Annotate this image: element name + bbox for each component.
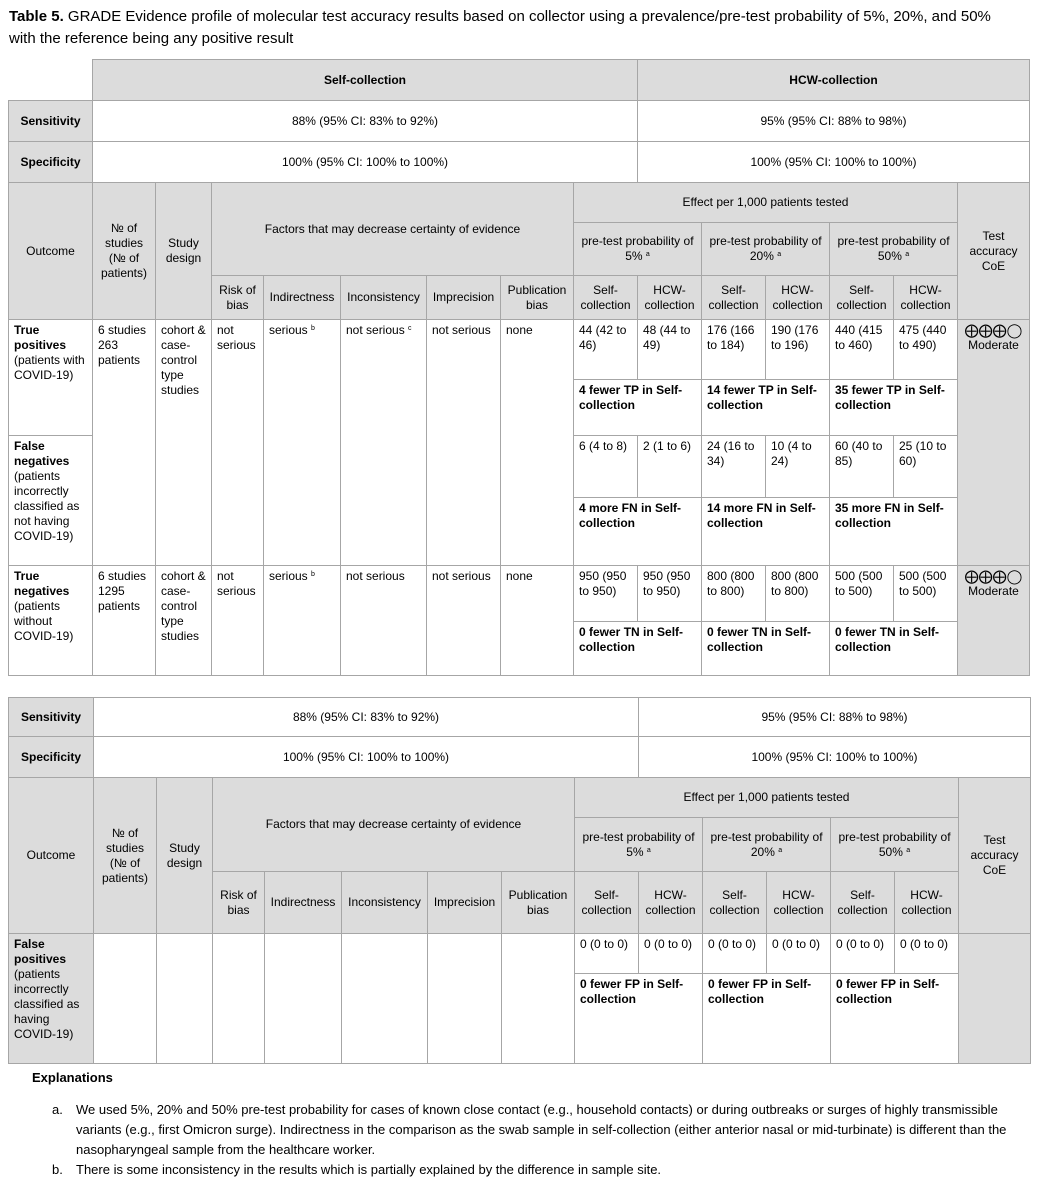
header-effect: Effect per 1,000 patients tested bbox=[575, 778, 959, 818]
header-inconsistency: Inconsistency bbox=[341, 276, 427, 320]
tn-imprecision: not serious bbox=[427, 566, 501, 676]
tp-diff-50: 35 fewer TP in Self-collection bbox=[830, 380, 958, 436]
header-design: Study design bbox=[157, 778, 213, 934]
header-imprecision: Imprecision bbox=[427, 276, 501, 320]
header-risk-of-bias: Risk of bias bbox=[213, 872, 265, 934]
fp-hcw-20: 0 (0 to 0) bbox=[767, 934, 831, 974]
list-item: a. We used 5%, 20% and 50% pre-test probability for cases of known close contact (e.g., household contacts) or during outbreaks or surges of highly transmissible variants (e.g., first Omicron surge). Indirectness in the comparison as the swab sample in self-collection (either anterior nasal or mid-turbinate) is different than the nasopharyngeal sample from the healthcare worker. bbox=[52, 1102, 1007, 1157]
fn-diff-50: 35 more FN in Self-collection bbox=[830, 498, 958, 566]
fp-studies bbox=[94, 934, 157, 1064]
tp-diff-5: 4 fewer TP in Self-collection bbox=[574, 380, 702, 436]
fn-self-20: 24 (16 to 34) bbox=[702, 436, 766, 498]
tn-diff-5: 0 fewer TN in Self-collection bbox=[574, 622, 702, 676]
hcw-specificity: 100% (95% CI: 100% to 100%) bbox=[638, 142, 1030, 183]
blank-corner bbox=[9, 60, 93, 101]
header-pretest-5: pre-test probability of 5% $^a$ bbox=[574, 223, 702, 276]
header-pretest-50: pre-test probability of 50% $^a$ bbox=[831, 818, 959, 872]
tn-coe: ⨁⨁⨁◯ Moderate bbox=[958, 566, 1030, 676]
outcome-false-negatives: False negatives (patients incorrectly classified as not having COVID-19) bbox=[9, 436, 93, 566]
evidence-table-main bbox=[8, 59, 1030, 676]
certainty-symbol-icon: ⨁⨁⨁◯ bbox=[964, 322, 1023, 338]
fn-hcw-50: 25 (10 to 60) bbox=[894, 436, 958, 498]
self-specificity: 100% (95% CI: 100% to 100%) bbox=[94, 737, 639, 778]
fn-diff-5: 4 more FN in Self-collection bbox=[574, 498, 702, 566]
specificity-label: Specificity bbox=[9, 737, 94, 778]
header-coe: Test accuracy CoE bbox=[959, 778, 1031, 934]
header-publication-bias: Publication bias bbox=[501, 276, 574, 320]
tn-self-5: 950 (950 to 950) bbox=[574, 566, 638, 622]
tp-fn-publication-bias: none bbox=[501, 320, 574, 566]
sensitivity-label: Sensitivity bbox=[9, 101, 93, 142]
evidence-table-false-positives bbox=[8, 697, 1031, 1064]
fp-hcw-50: 0 (0 to 0) bbox=[895, 934, 959, 974]
fp-diff-20: 0 fewer FP in Self-collection bbox=[703, 974, 831, 1064]
header-coe: Test accuracy CoE bbox=[958, 183, 1030, 320]
certainty-symbol-icon: ⨁⨁⨁◯ bbox=[964, 568, 1023, 584]
fp-hcw-5: 0 (0 to 0) bbox=[639, 934, 703, 974]
table-caption: GRADE Evidence profile of molecular test accuracy results based on collector using a prevalence/pre-test probability of 5%, 20%, and 50% with the reference being any positive result bbox=[9, 8, 991, 47]
header-hcw-collection: HCW-collection bbox=[638, 60, 1030, 101]
outcome-false-positives: False positives (patients incorrectly classified as having COVID-19) bbox=[9, 934, 94, 1064]
header-self-20: Self-collection bbox=[702, 276, 766, 320]
tn-indirectness: serious $^b$ bbox=[264, 566, 341, 676]
tp-fn-risk-of-bias: not serious bbox=[212, 320, 264, 566]
tp-hcw-5: 48 (44 to 49) bbox=[638, 320, 702, 380]
fp-coe bbox=[959, 934, 1031, 1064]
tp-self-20: 176 (166 to 184) bbox=[702, 320, 766, 380]
header-hcw-5: HCW-collection bbox=[639, 872, 703, 934]
header-self-50: Self-collection bbox=[831, 872, 895, 934]
tn-publication-bias: none bbox=[501, 566, 574, 676]
fp-risk-of-bias bbox=[213, 934, 265, 1064]
tn-hcw-5: 950 (950 to 950) bbox=[638, 566, 702, 622]
tp-fn-studies: 6 studies 263 patients bbox=[93, 320, 156, 566]
header-self-5: Self-collection bbox=[575, 872, 639, 934]
tn-studies: 6 studies 1295 patients bbox=[93, 566, 156, 676]
outcome-true-negatives: True negatives (patients without COVID-19) bbox=[9, 566, 93, 676]
hcw-sensitivity: 95% (95% CI: 88% to 98%) bbox=[638, 101, 1030, 142]
self-specificity: 100% (95% CI: 100% to 100%) bbox=[93, 142, 638, 183]
table-title bbox=[9, 6, 1019, 50]
tp-self-50: 440 (415 to 460) bbox=[830, 320, 894, 380]
fp-publication-bias bbox=[502, 934, 575, 1064]
header-design: Study design bbox=[156, 183, 212, 320]
outcome-true-positives: True positives (patients with COVID-19) bbox=[9, 320, 93, 436]
header-self-50: Self-collection bbox=[830, 276, 894, 320]
header-publication-bias: Publication bias bbox=[502, 872, 575, 934]
hcw-sensitivity: 95% (95% CI: 88% to 98%) bbox=[639, 698, 1031, 737]
header-outcome: Outcome bbox=[9, 778, 94, 934]
tp-hcw-20: 190 (176 to 196) bbox=[766, 320, 830, 380]
header-pretest-20: pre-test probability of 20% $^a$ bbox=[703, 818, 831, 872]
header-hcw-50: HCW-collection bbox=[894, 276, 958, 320]
header-inconsistency: Inconsistency bbox=[342, 872, 428, 934]
fp-diff-50: 0 fewer FP in Self-collection bbox=[831, 974, 959, 1064]
fp-self-5: 0 (0 to 0) bbox=[575, 934, 639, 974]
fp-imprecision bbox=[428, 934, 502, 1064]
tp-fn-indirectness: serious $^b$ bbox=[264, 320, 341, 566]
header-factors: Factors that may decrease certainty of evidence bbox=[212, 183, 574, 276]
explanations bbox=[32, 1068, 1022, 1180]
tn-design: cohort & case-control type studies bbox=[156, 566, 212, 676]
list-item: b. There is some inconsistency in the results which is partially explained by the difference in sample site. bbox=[52, 1162, 662, 1177]
tn-inconsistency: not serious bbox=[341, 566, 427, 676]
header-hcw-20: HCW-collection bbox=[767, 872, 831, 934]
header-pretest-20: pre-test probability of 20% $^a$ bbox=[702, 223, 830, 276]
self-sensitivity: 88% (95% CI: 83% to 92%) bbox=[94, 698, 639, 737]
explanations-title: Explanations bbox=[32, 1070, 113, 1085]
tp-fn-imprecision: not serious bbox=[427, 320, 501, 566]
self-sensitivity: 88% (95% CI: 83% to 92%) bbox=[93, 101, 638, 142]
tn-self-20: 800 (800 to 800) bbox=[702, 566, 766, 622]
fn-self-50: 60 (40 to 85) bbox=[830, 436, 894, 498]
fp-indirectness bbox=[265, 934, 342, 1064]
header-indirectness: Indirectness bbox=[264, 276, 341, 320]
tp-fn-coe: ⨁⨁⨁◯ Moderate bbox=[958, 320, 1030, 566]
header-self-collection: Self-collection bbox=[93, 60, 638, 101]
tp-fn-inconsistency: not serious $^c$ bbox=[341, 320, 427, 566]
tp-diff-20: 14 fewer TP in Self-collection bbox=[702, 380, 830, 436]
header-self-5: Self-collection bbox=[574, 276, 638, 320]
tp-self-5: 44 (42 to 46) bbox=[574, 320, 638, 380]
tp-hcw-50: 475 (440 to 490) bbox=[894, 320, 958, 380]
table-number: Table 5. bbox=[9, 8, 64, 25]
header-factors: Factors that may decrease certainty of evidence bbox=[213, 778, 575, 872]
tp-fn-design: cohort & case-control type studies bbox=[156, 320, 212, 566]
tn-diff-20: 0 fewer TN in Self-collection bbox=[702, 622, 830, 676]
fn-hcw-5: 2 (1 to 6) bbox=[638, 436, 702, 498]
header-studies: № of studies (№ of patients) bbox=[94, 778, 157, 934]
explanations-list bbox=[32, 1100, 1022, 1180]
header-pretest-5: pre-test probability of 5% $^a$ bbox=[575, 818, 703, 872]
header-risk-of-bias: Risk of bias bbox=[212, 276, 264, 320]
specificity-label: Specificity bbox=[9, 142, 93, 183]
tn-hcw-50: 500 (500 to 500) bbox=[894, 566, 958, 622]
header-indirectness: Indirectness bbox=[265, 872, 342, 934]
header-hcw-50: HCW-collection bbox=[895, 872, 959, 934]
header-imprecision: Imprecision bbox=[428, 872, 502, 934]
fp-self-50: 0 (0 to 0) bbox=[831, 934, 895, 974]
header-pretest-50: pre-test probability of 50% $^a$ bbox=[830, 223, 958, 276]
hcw-specificity: 100% (95% CI: 100% to 100%) bbox=[639, 737, 1031, 778]
tn-hcw-20: 800 (800 to 800) bbox=[766, 566, 830, 622]
fn-self-5: 6 (4 to 8) bbox=[574, 436, 638, 498]
header-effect: Effect per 1,000 patients tested bbox=[574, 183, 958, 223]
header-outcome: Outcome bbox=[9, 183, 93, 320]
fp-design bbox=[157, 934, 213, 1064]
header-self-20: Self-collection bbox=[703, 872, 767, 934]
tn-self-50: 500 (500 to 500) bbox=[830, 566, 894, 622]
tn-diff-50: 0 fewer TN in Self-collection bbox=[830, 622, 958, 676]
fn-hcw-20: 10 (4 to 24) bbox=[766, 436, 830, 498]
header-hcw-20: HCW-collection bbox=[766, 276, 830, 320]
header-hcw-5: HCW-collection bbox=[638, 276, 702, 320]
sensitivity-label: Sensitivity bbox=[9, 698, 94, 737]
fp-diff-5: 0 fewer FP in Self-collection bbox=[575, 974, 703, 1064]
tn-risk-of-bias: not serious bbox=[212, 566, 264, 676]
fp-inconsistency bbox=[342, 934, 428, 1064]
fp-self-20: 0 (0 to 0) bbox=[703, 934, 767, 974]
header-studies: № of studies (№ of patients) bbox=[93, 183, 156, 320]
fn-diff-20: 14 more FN in Self-collection bbox=[702, 498, 830, 566]
